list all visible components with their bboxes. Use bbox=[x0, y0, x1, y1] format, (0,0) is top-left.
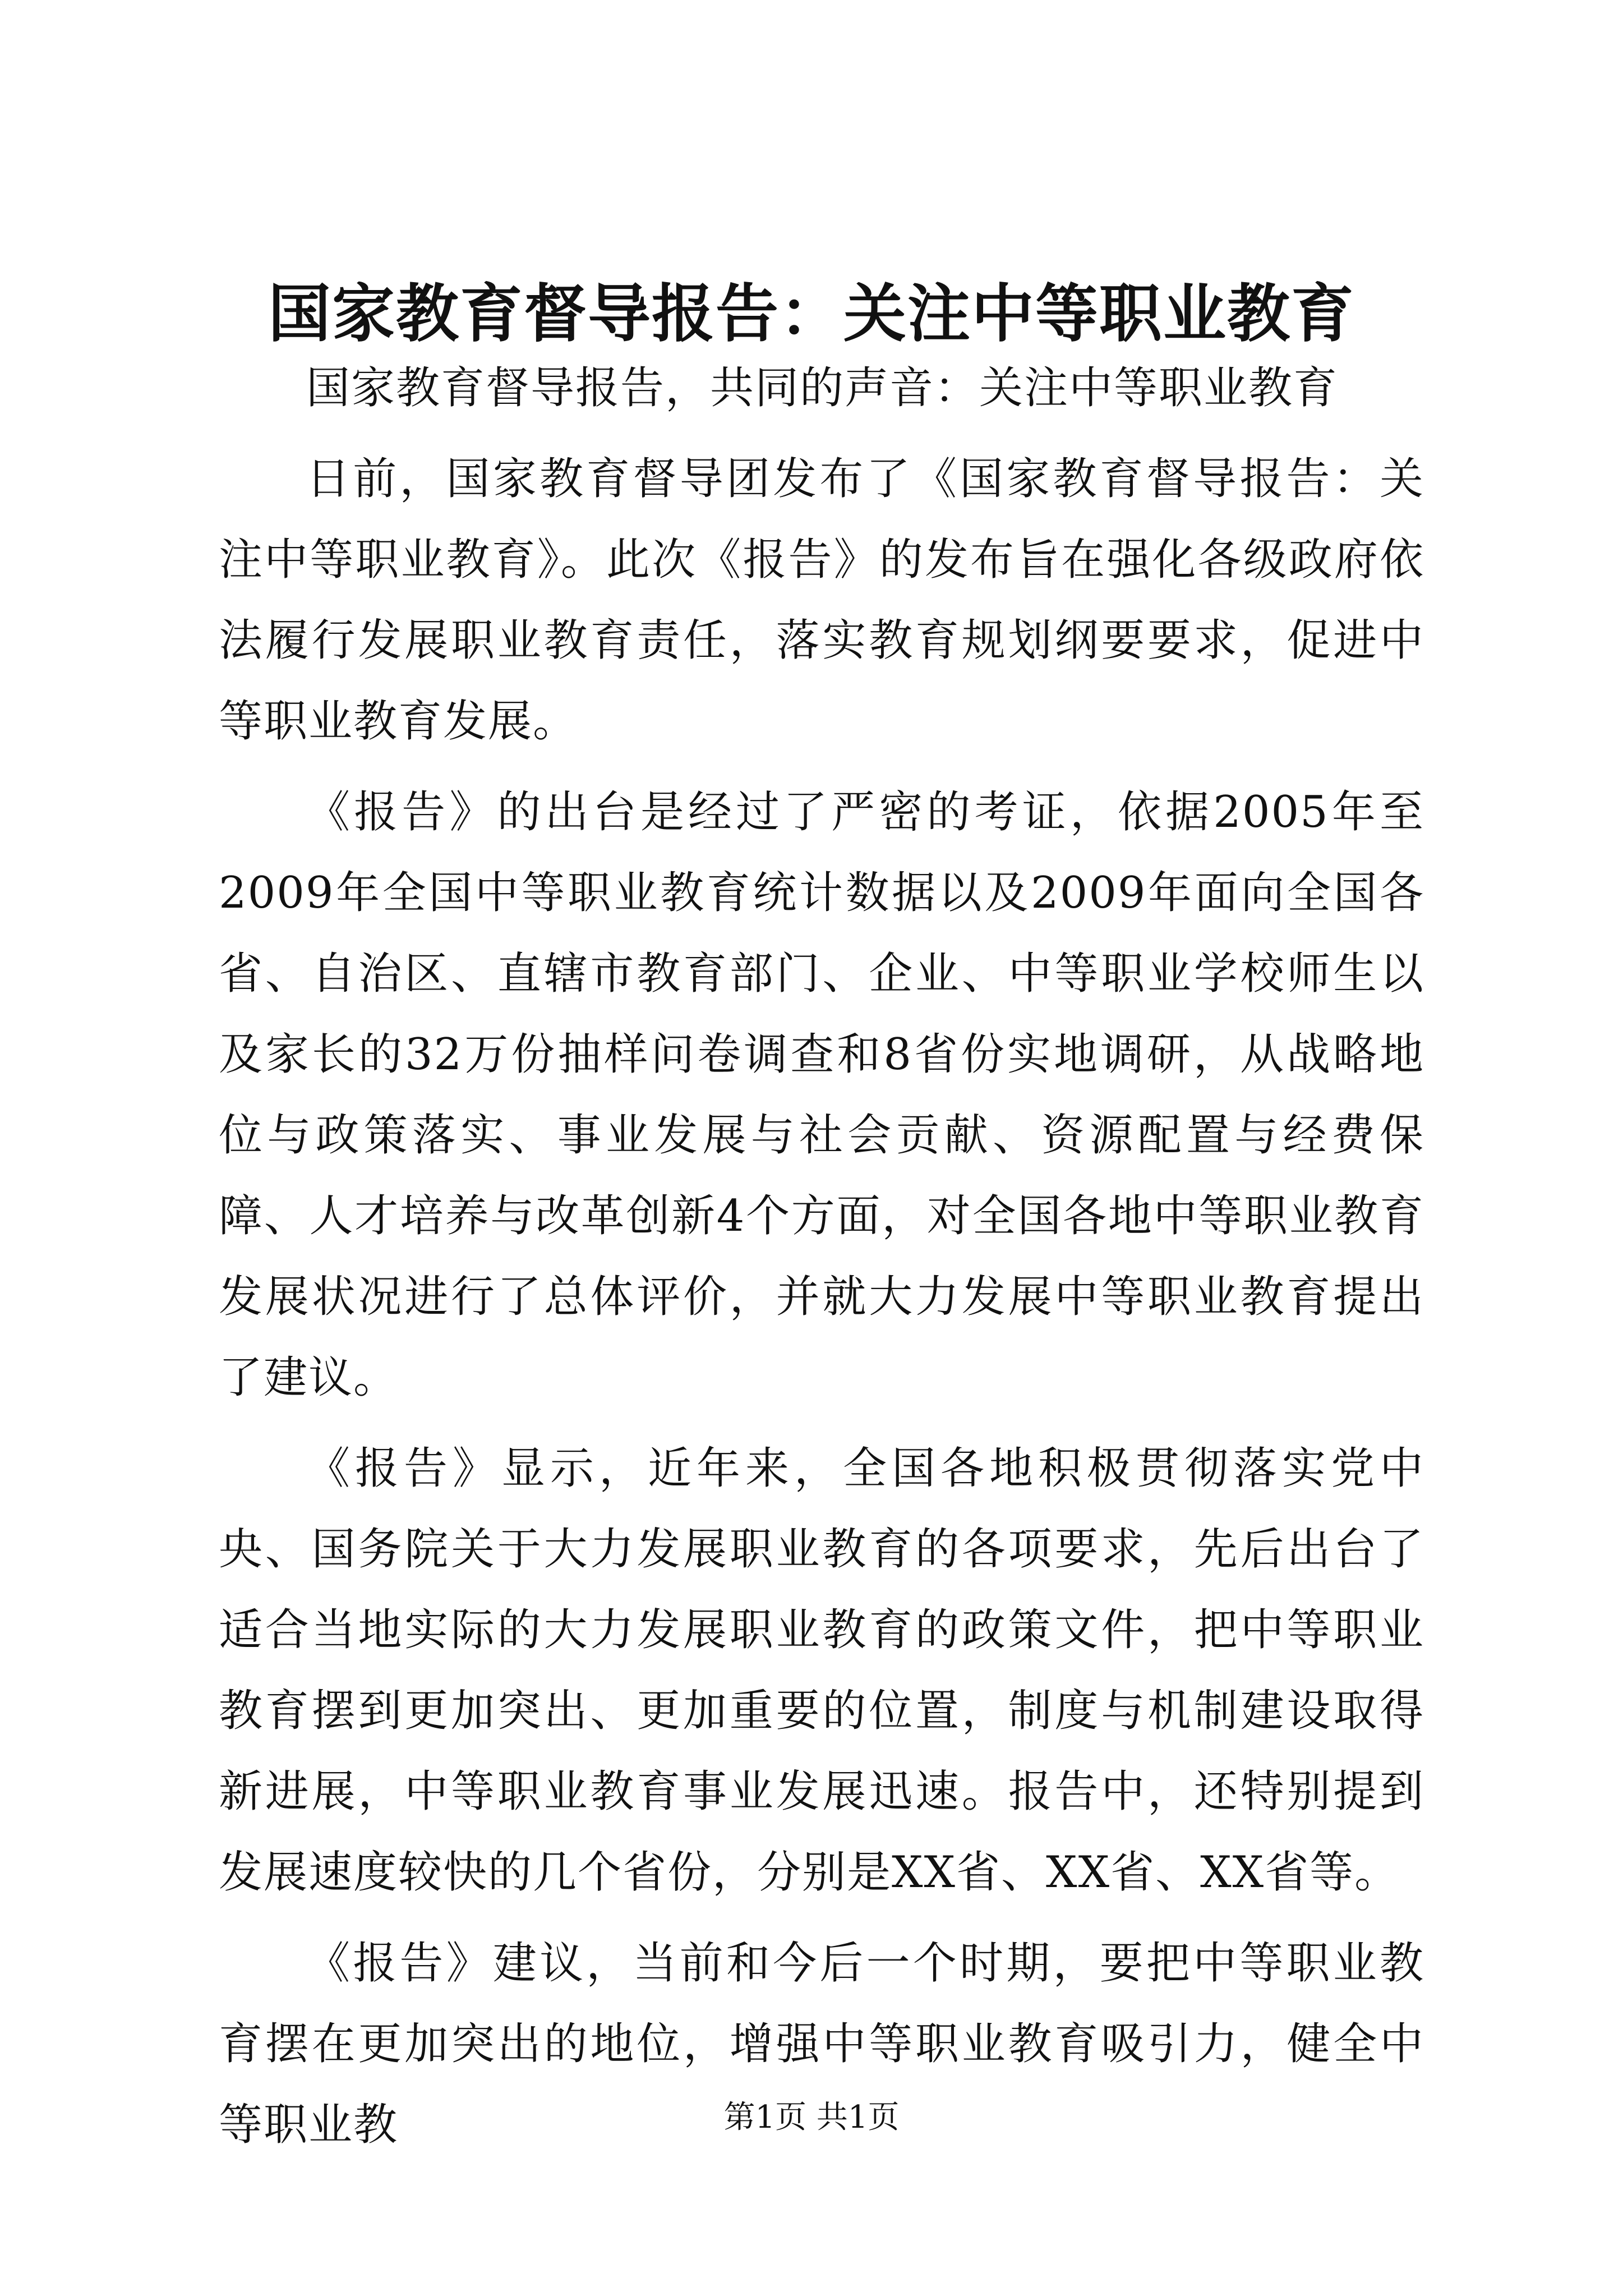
document-title: 国家教育督导报告：关注中等职业教育 bbox=[268, 277, 1355, 351]
paragraph: 《报告》显示，近年来，全国各地积极贯彻落实党中央、国务院关于大力发展职业教育的各项要求，先后出台了适合当地实际的大力发展职业教育的政策文件，把中等职业教育摆到更加突出、更加重要的位置，制度与机制建设取得新进展，中等职业教育事业发展迅速。报告中，还特别提到发展速度较快的几个省份，分别是XX省、XX省、XX省等。 bbox=[219, 1443, 1424, 1898]
paragraph: 《报告》建议，当前和今后一个时期，要把中等职业教育摆在更加突出的地位，增强中等职业教育吸引力，健全中等职业教 bbox=[219, 1938, 1424, 2150]
paragraph-subtitle: 国家教育督导报告，共同的声音：关注中等职业教育 bbox=[306, 363, 1339, 413]
paragraph: 日前，国家教育督导团发布了《国家教育督导报告：关注中等职业教育》。此次《报告》的发布旨在强化各级政府依法履行发展职业教育责任，落实教育规划纲要要求，促进中等职业教育发展。 bbox=[219, 454, 1424, 747]
paragraph: 《报告》的出台是经过了严密的考证，依据2005年至2009年全国中等职业教育统计数据以及2009年面向全国各省、自治区、直辖市教育部门、企业、中等职业学校师生以及家长的32万份抽样问卷调查和8省份实地调研，从战略地位与政策落实、事业发展与社会贡献、资源配置与经费保障、人才培养与改革创新4个方面，对全国各地中等职业教育发展状况进行了总体评价，并就大力发展中等职业教育提出了建议。 bbox=[219, 787, 1424, 1403]
page-number-footer: 第1页 共1页 bbox=[723, 2099, 900, 2136]
document-body bbox=[219, 348, 1424, 2175]
